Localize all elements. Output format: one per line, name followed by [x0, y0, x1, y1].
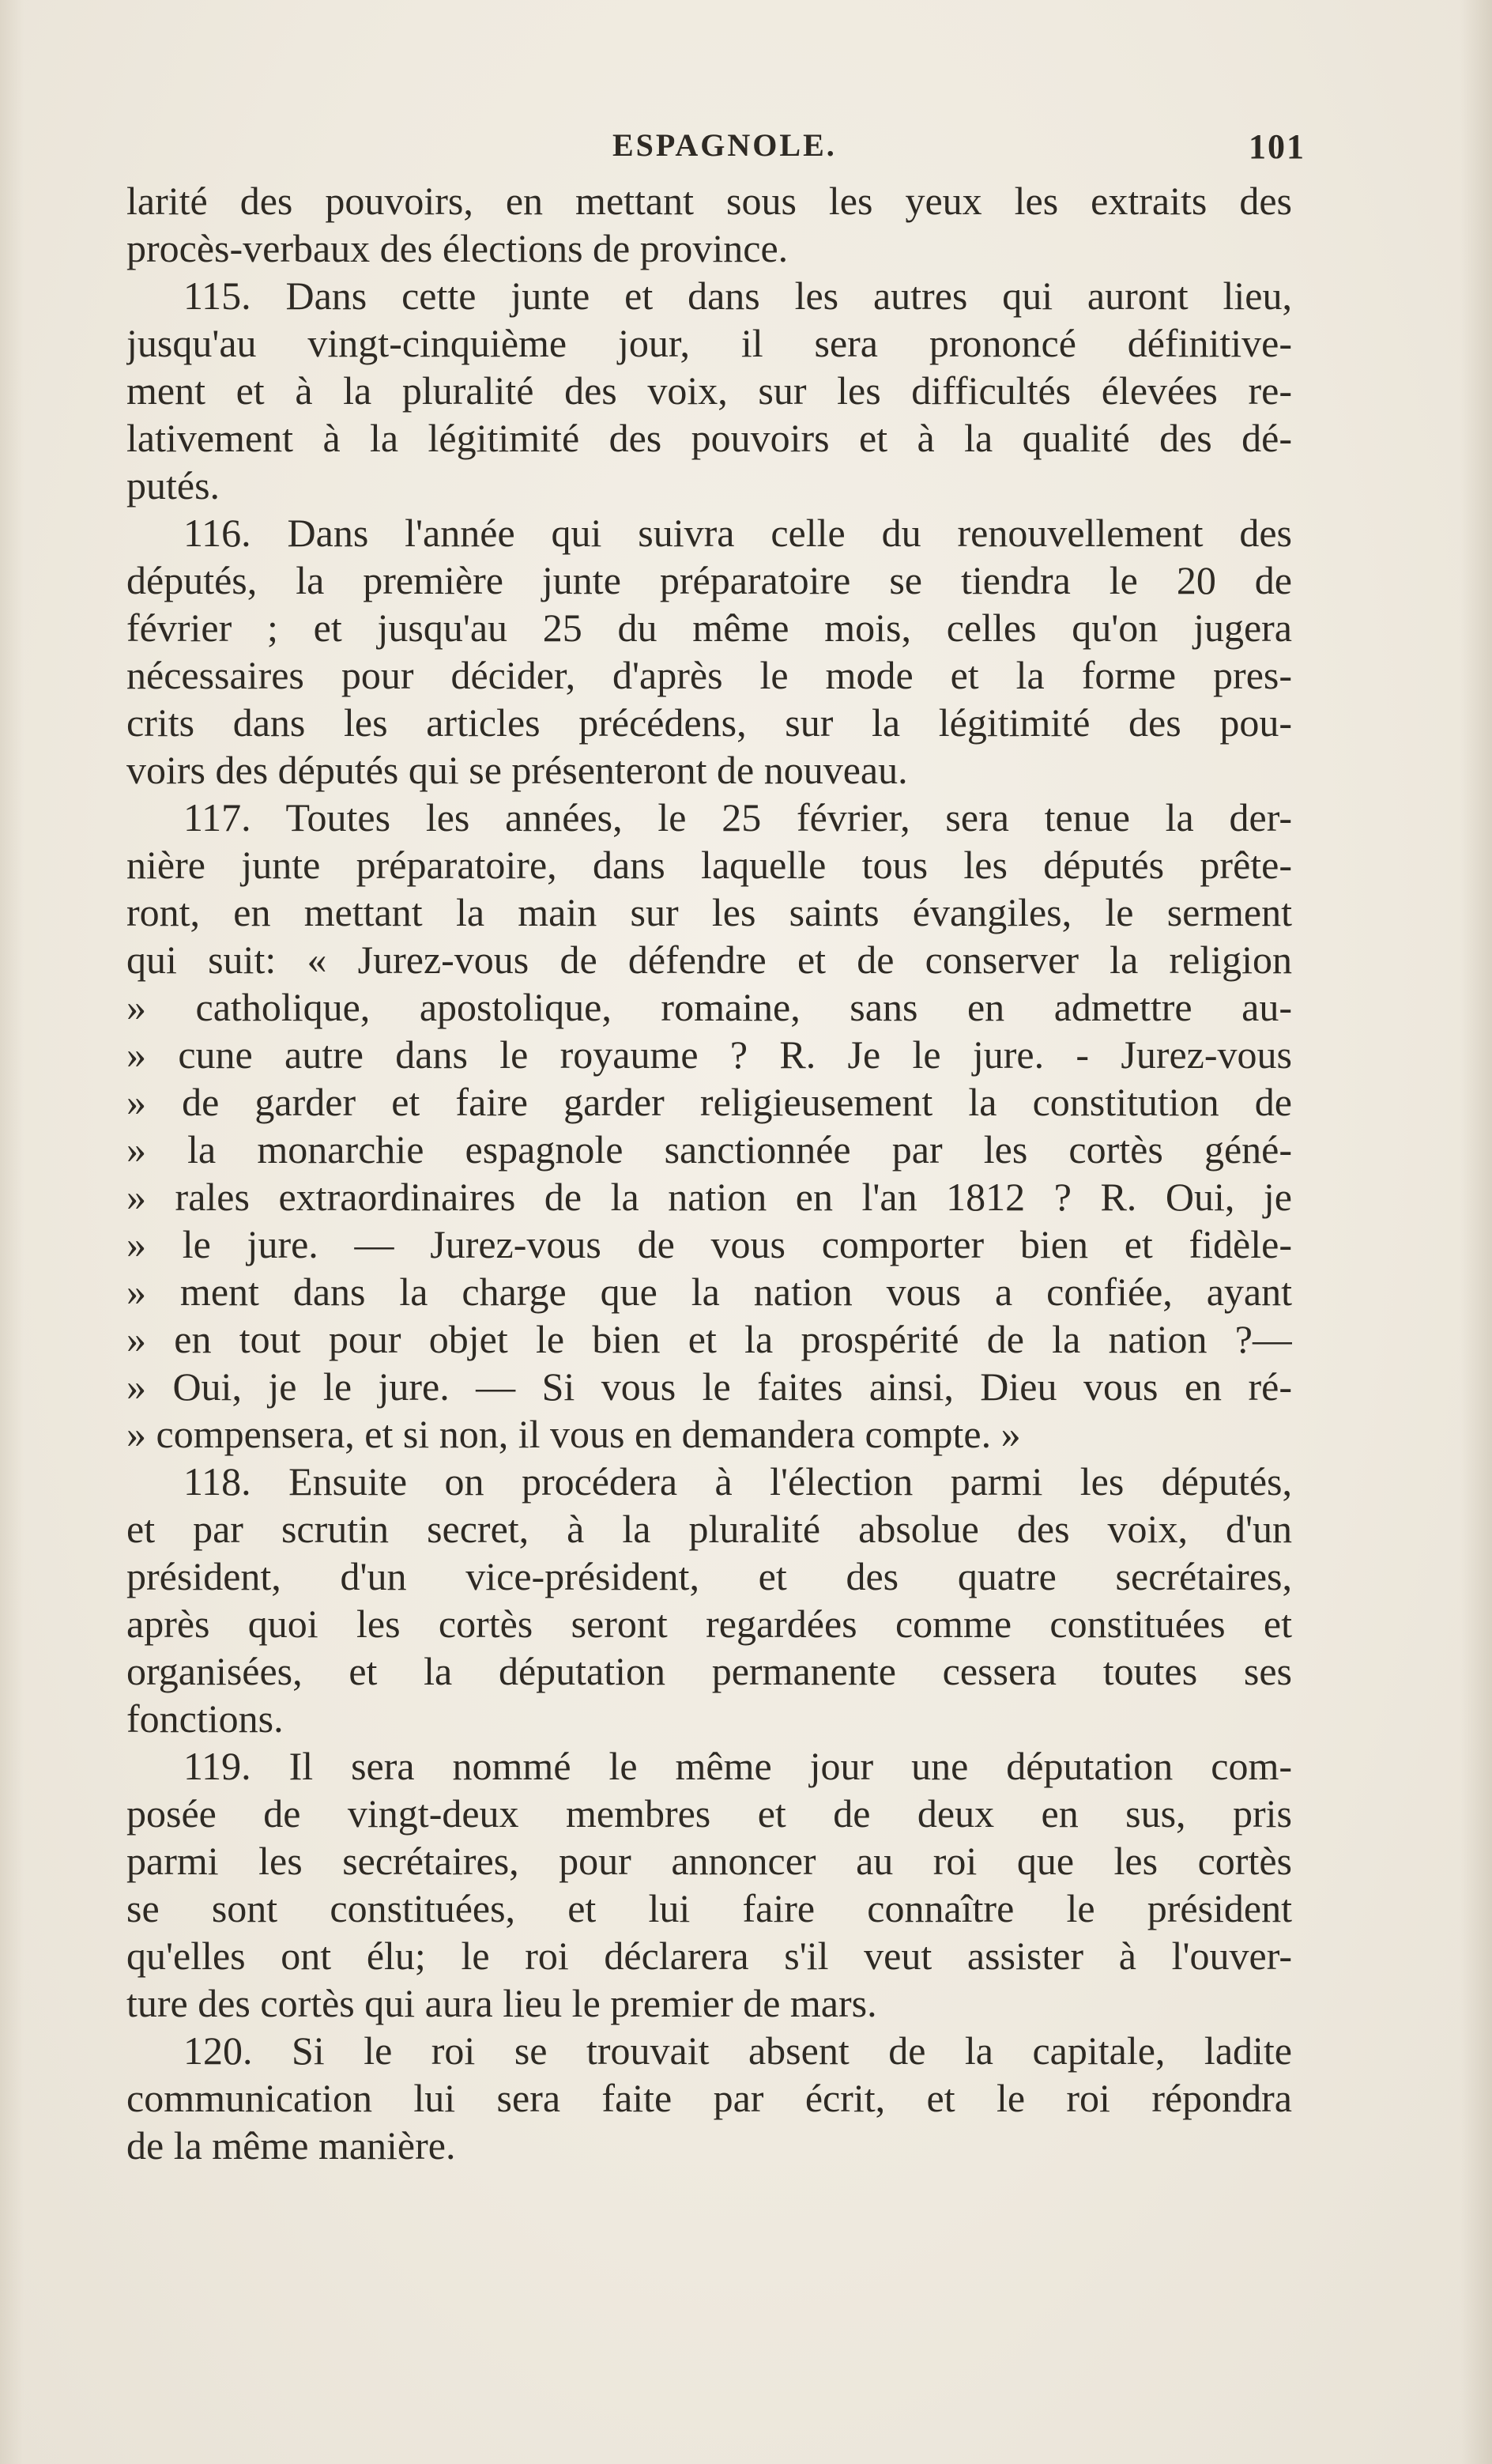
text-line: » rales extraordinaires de la nation en l'an 1812 ? R. Oui, je: [126, 1175, 1292, 1219]
page-number: 101: [1249, 127, 1306, 166]
text-line: procès-verbaux des élections de province.: [126, 226, 789, 270]
text-line: communication lui sera faite par écrit, et le roi répondra: [126, 2076, 1292, 2120]
text-line: nière junte préparatoire, dans laquelle tous les députés prête-: [126, 843, 1292, 887]
text-line: » de garder et faire garder religieusement la constitution de: [126, 1080, 1292, 1124]
text-line: larité des pouvoirs, en mettant sous les yeux les extraits des: [126, 179, 1292, 223]
text-line: se sont constituées, et lui faire connaître le président: [126, 1886, 1292, 1930]
text-line: 119. Il sera nommé le même jour une députation com-: [183, 1744, 1292, 1788]
text-line: nécessaires pour décider, d'après le mode et la forme pres-: [126, 653, 1292, 697]
text-line: voirs des députés qui se présenteront de nouveau.: [126, 748, 908, 792]
text-line: » Oui, je le jure. — Si vous le faites ainsi, Dieu vous en ré-: [126, 1364, 1292, 1409]
page-edge-shadow-right: [1460, 0, 1492, 2464]
text-line: 118. Ensuite on procédera à l'élection parmi les députés,: [183, 1459, 1292, 1504]
text-line: organisées, et la députation permanente cessera toutes ses: [126, 1649, 1292, 1693]
text-line: 115. Dans cette junte et dans les autres qui auront lieu,: [183, 274, 1292, 318]
running-head: ESPAGNOLE.: [612, 127, 837, 163]
text-line: » la monarchie espagnole sanctionnée par les cortès géné-: [126, 1127, 1292, 1172]
text-line: putés.: [126, 463, 220, 508]
text-line: président, d'un vice-président, et des quatre secrétaires,: [126, 1554, 1292, 1598]
text-line: et par scrutin secret, à la pluralité absolue des voix, d'un: [126, 1507, 1292, 1551]
text-line: » le jure. — Jurez-vous de vous comporter bien et fidèle-: [126, 1222, 1292, 1266]
text-line: crits dans les articles précédens, sur la légitimité des pou-: [126, 700, 1292, 745]
text-line: jusqu'au vingt-cinquième jour, il sera prononcé définitive-: [126, 321, 1292, 365]
text-line: posée de vingt-deux membres et de deux en sus, pris: [126, 1791, 1292, 1836]
text-line: 116. Dans l'année qui suivra celle du renouvellement des: [183, 511, 1292, 555]
text-line: ment et à la pluralité des voix, sur les difficultés élevées re-: [126, 368, 1292, 413]
text-line: qui suit: « Jurez-vous de défendre et de conserver la religion: [126, 938, 1292, 982]
text-line: 117. Toutes les années, le 25 février, sera tenue la der-: [183, 795, 1292, 840]
text-line: 120. Si le roi se trouvait absent de la capitale, ladite: [183, 2028, 1292, 2073]
text-line: de la même manière.: [126, 2123, 456, 2168]
body-text: [126, 177, 1292, 2169]
text-line: lativement à la légitimité des pouvoirs et à la qualité des dé-: [126, 416, 1292, 460]
text-line: ront, en mettant la main sur les saints évangiles, le serment: [126, 890, 1292, 934]
text-line: » catholique, apostolique, romaine, sans en admettre au-: [126, 985, 1292, 1029]
text-line: ture des cortès qui aura lieu le premier de mars.: [126, 1981, 877, 2025]
text-line: après quoi les cortès seront regardées comme constituées et: [126, 1602, 1292, 1646]
text-line: » ment dans la charge que la nation vous a confiée, ayant: [126, 1270, 1292, 1314]
text-line: février ; et jusqu'au 25 du même mois, celles qu'on jugera: [126, 606, 1292, 650]
text-line: » en tout pour objet le bien et la prospérité de la nation ?—: [126, 1317, 1292, 1361]
text-line: fonctions.: [126, 1696, 284, 1741]
page-edge-shadow-left: [0, 0, 24, 2464]
text-line: députés, la première junte préparatoire se tiendra le 20 de: [126, 558, 1292, 602]
text-line: qu'elles ont élu; le roi déclarera s'il veut assister à l'ouver-: [126, 1934, 1292, 1978]
text-line: » cune autre dans le royaume ? R. Je le jure. - Jurez-vous: [126, 1032, 1292, 1077]
text-line: » compensera, et si non, il vous en demandera compte. »: [126, 1412, 1021, 1456]
page-header: [126, 126, 1306, 174]
text-line: parmi les secrétaires, pour annoncer au roi que les cortès: [126, 1839, 1292, 1883]
